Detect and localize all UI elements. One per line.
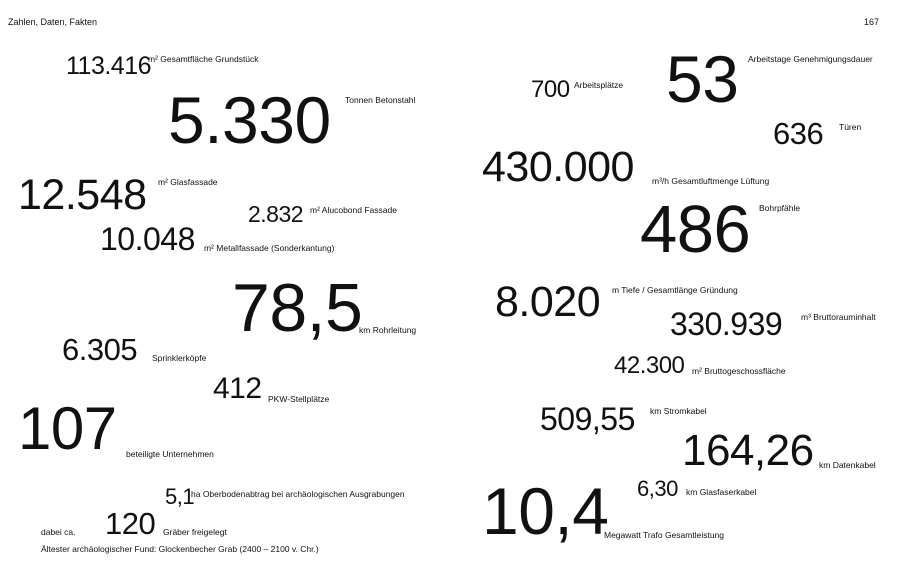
fact-label: Türen [839,122,862,132]
fact-number: 2.832 [248,201,304,227]
fact-number: 164,26 [682,426,814,475]
fact-label: m² Glasfassade [158,177,218,187]
fact-label: km Rohrleitung [359,325,417,335]
fact-label: m Tiefe / Gesamtlänge Gründung [612,285,738,295]
footnote: Ältester archäologischer Fund: Glockenbecher Grab (2400 – 2100 v. Chr.) [41,544,319,554]
fact-label: Sprinklerköpfe [152,353,207,363]
fact-number: 6.305 [62,332,138,367]
fact-label: km Stromkabel [650,406,707,416]
fact-number: 330.939 [670,306,783,342]
fact-label: m² Alucobond Fassade [310,205,397,215]
running-header-title: Zahlen, Daten, Fakten [8,17,98,27]
fact-number: 10.048 [100,221,195,257]
fact-number: 113.416 [66,52,152,80]
fact-label: Megawatt Trafo Gesamtleistung [604,530,725,540]
fact-number: 412 [213,372,262,405]
fact-label: Gräber freigelegt [163,527,227,537]
fact-label: ha Oberbodenabtrag bei archäologischen Ausgrabungen [191,489,405,499]
fact-label: km Glasfaserkabel [686,487,757,497]
fact-number: 10,4 [482,474,609,548]
fact-number: 6,30 [637,476,678,501]
fact-label: m² Metallfassade (Sonderkantung) [204,243,335,253]
fact-number: 12.548 [18,171,147,219]
fact-number: 42.300 [614,352,685,379]
fact-label: Bohrpfähle [759,203,801,213]
fact-number: 107 [18,395,117,462]
fact-number: 636 [773,116,824,151]
fact-label: km Datenkabel [819,460,876,470]
fact-label: m² Gesamtfläche Grundstück [148,54,259,64]
fact-number: 8.020 [495,278,601,326]
page-number: 167 [864,17,880,27]
fact-number: 486 [640,192,751,267]
fact-label: PKW-Stellplätze [268,394,330,404]
fact-label: m³/h Gesamtluftmenge Lüftung [652,176,770,186]
fact-label: m³ Bruttorauminhalt [801,312,876,322]
fact-number: 120 [105,506,156,541]
fact-label: beteiligte Unternehmen [126,449,214,459]
fact-number: 5,1 [165,484,195,509]
fact-number: 509,55 [540,401,635,437]
fact-number: 430.000 [482,143,634,191]
fact-label: Tonnen Betonstahl [345,95,416,105]
fact-label: m² Bruttogeschossfläche [692,366,786,376]
fact-label: Arbeitstage Genehmigungsdauer [748,54,873,64]
fact-number: 53 [666,42,739,116]
fact-label: Arbeitsplätze [574,80,624,90]
fact-prefix: dabei ca. [41,527,76,537]
fact-number: 78,5 [232,270,363,346]
fact-number: 700 [531,76,570,103]
fact-number: 5.330 [168,83,331,157]
